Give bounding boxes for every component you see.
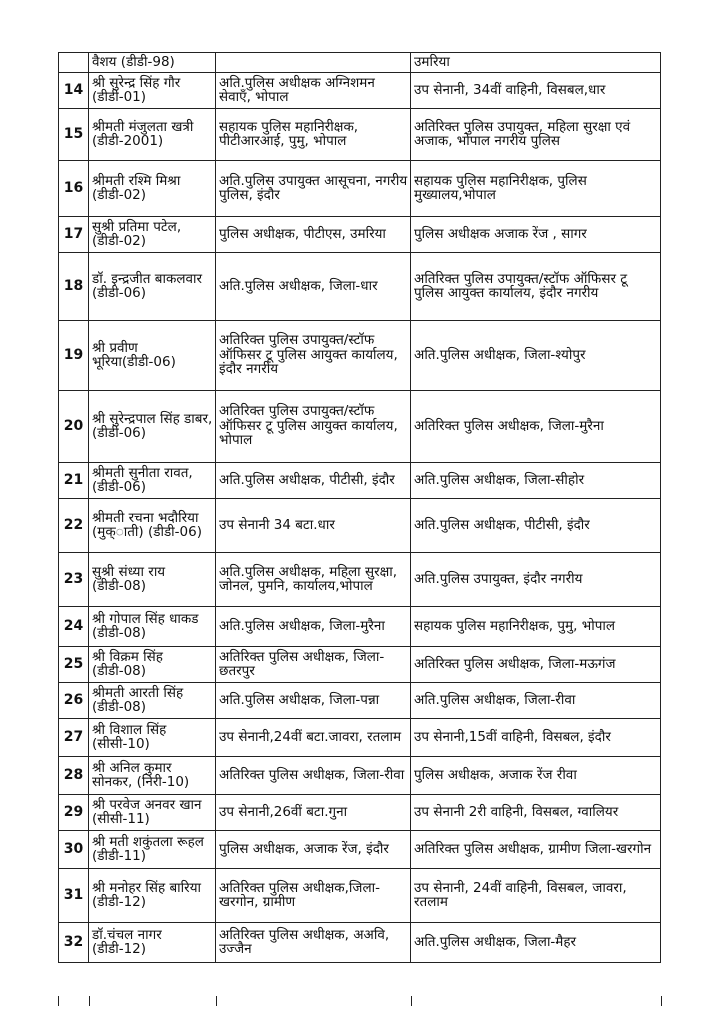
table-row bbox=[59, 161, 661, 217]
transfer-orders-table bbox=[58, 52, 661, 963]
officer-name: श्रीमती आरती सिंह (डीडी-08) bbox=[89, 683, 216, 719]
current-posting bbox=[216, 53, 411, 73]
table-continuation-lines bbox=[58, 996, 662, 1006]
new-posting: अतिरिक्त पुलिस अधीक्षक, ग्रामीण जिला-खरगोन bbox=[411, 831, 661, 869]
serial-number: 18 bbox=[59, 253, 89, 321]
current-posting: उप सेनानी,24वीं बटा.जावरा, रतलाम bbox=[216, 719, 411, 757]
current-posting: अतिरिक्त पुलिस अधीक्षक, अअवि, उज्जैन bbox=[216, 923, 411, 963]
table-row bbox=[59, 795, 661, 831]
table-row bbox=[59, 499, 661, 553]
new-posting: अति.पुलिस अधीक्षक, जिला-सीहोर bbox=[411, 463, 661, 499]
serial-number: 26 bbox=[59, 683, 89, 719]
new-posting: अति.पुलिस अधीक्षक, जिला-रीवा bbox=[411, 683, 661, 719]
new-posting: उप सेनानी,15वीं वाहिनी, विसबल, इंदौर bbox=[411, 719, 661, 757]
column-rule bbox=[216, 996, 217, 1006]
new-posting: अति.पुलिस अधीक्षक, जिला-मैहर bbox=[411, 923, 661, 963]
officer-name: डॉ. इन्द्रजीत बाकलवार (डीडी-06) bbox=[89, 253, 216, 321]
serial-number: 15 bbox=[59, 109, 89, 161]
serial-number: 29 bbox=[59, 795, 89, 831]
new-posting: उप सेनानी, 34वीं वाहिनी, विसबल,धार bbox=[411, 73, 661, 109]
table-row bbox=[59, 53, 661, 73]
current-posting: अतिरिक्त पुलिस उपायुक्त/स्टॉफ ऑफिसर टू पुलिस आयुक्त कार्यालय, इंदौर नगरीय bbox=[216, 321, 411, 391]
officer-name: श्री विक्रम सिंह (डीडी-08) bbox=[89, 647, 216, 683]
current-posting: पुलिस अधीक्षक, अजाक रेंज, इंदौर bbox=[216, 831, 411, 869]
serial-number: 14 bbox=[59, 73, 89, 109]
officer-name: श्री गोपाल सिंह धाकड (डीडी-08) bbox=[89, 607, 216, 647]
officer-name: डॉ.चंचल नागर (डीडी-12) bbox=[89, 923, 216, 963]
new-posting: अति.पुलिस अधीक्षक, पीटीसी, इंदौर bbox=[411, 499, 661, 553]
current-posting: अतिरिक्त पुलिस अधीक्षक,जिला-खरगोन, ग्रामीण bbox=[216, 869, 411, 923]
serial-number: 22 bbox=[59, 499, 89, 553]
column-rule bbox=[89, 996, 90, 1006]
current-posting: अतिरिक्त पुलिस अधीक्षक, जिला-रीवा bbox=[216, 757, 411, 795]
serial-number: 25 bbox=[59, 647, 89, 683]
serial-number: 30 bbox=[59, 831, 89, 869]
serial-number: 28 bbox=[59, 757, 89, 795]
table-row bbox=[59, 109, 661, 161]
serial-number: 31 bbox=[59, 869, 89, 923]
new-posting: पुलिस अधीक्षक, अजाक रेंज रीवा bbox=[411, 757, 661, 795]
table-row bbox=[59, 73, 661, 109]
officer-name: श्री परवेज अनवर खान (सीसी-11) bbox=[89, 795, 216, 831]
current-posting: अति.पुलिस अधीक्षक, जिला-पन्ना bbox=[216, 683, 411, 719]
new-posting: अतिरिक्त पुलिस अधीक्षक, जिला-मुरैना bbox=[411, 391, 661, 463]
new-posting: अतिरिक्त पुलिस उपायुक्त, महिला सुरक्षा एवं अजाक, भोपाल नगरीय पुलिस bbox=[411, 109, 661, 161]
table-row bbox=[59, 217, 661, 253]
new-posting: उमरिया bbox=[411, 53, 661, 73]
new-posting: पुलिस अधीक्षक अजाक रेंज , सागर bbox=[411, 217, 661, 253]
officer-name: श्री प्रवीण भूरिया(डीडी-06) bbox=[89, 321, 216, 391]
officer-name: श्री सुरेन्द्र सिंह गौर (डीडी-01) bbox=[89, 73, 216, 109]
officer-name: श्री मती शकुंतला रूहल (डीडी-11) bbox=[89, 831, 216, 869]
table-row bbox=[59, 757, 661, 795]
table-body bbox=[59, 53, 661, 963]
current-posting: अति.पुलिस अधीक्षक अग्निशमन सेवाएँ, भोपाल bbox=[216, 73, 411, 109]
table-row bbox=[59, 553, 661, 607]
new-posting: अति.पुलिस अधीक्षक, जिला-श्योपुर bbox=[411, 321, 661, 391]
serial-number: 16 bbox=[59, 161, 89, 217]
officer-name: श्री अनिल कुमार सोनकर, (निरी-10) bbox=[89, 757, 216, 795]
serial-number: 32 bbox=[59, 923, 89, 963]
current-posting: अतिरिक्त पुलिस उपायुक्त/स्टॉफ ऑफिसर टू पुलिस आयुक्त कार्यालय, भोपाल bbox=[216, 391, 411, 463]
serial-number: 23 bbox=[59, 553, 89, 607]
table-row bbox=[59, 683, 661, 719]
table-row bbox=[59, 869, 661, 923]
table-row bbox=[59, 647, 661, 683]
current-posting: अति.पुलिस अधीक्षक, महिला सुरक्षा, जोनल, पुमनि, कार्यालय,भोपाल bbox=[216, 553, 411, 607]
table-row bbox=[59, 719, 661, 757]
current-posting: अतिरिक्त पुलिस अधीक्षक, जिला-छतरपुर bbox=[216, 647, 411, 683]
table-row bbox=[59, 831, 661, 869]
officer-name: श्री मनोहर सिंह बारिया (डीडी-12) bbox=[89, 869, 216, 923]
current-posting: अति.पुलिस अधीक्षक, जिला-धार bbox=[216, 253, 411, 321]
officer-name: श्री विशाल सिंह (सीसी-10) bbox=[89, 719, 216, 757]
new-posting: उप सेनानी 2री वाहिनी, विसबल, ग्वालियर bbox=[411, 795, 661, 831]
column-rule bbox=[411, 996, 412, 1006]
new-posting: अतिरिक्त पुलिस अधीक्षक, जिला-मऊगंज bbox=[411, 647, 661, 683]
officer-name: श्री सुरेन्द्रपाल सिंह डाबर, (डीडी-06) bbox=[89, 391, 216, 463]
serial-number: 20 bbox=[59, 391, 89, 463]
serial-number: 17 bbox=[59, 217, 89, 253]
serial-number: 27 bbox=[59, 719, 89, 757]
officer-name: श्रीमती रचना भदौरिया (मुक्ाती) (डीडी-06) bbox=[89, 499, 216, 553]
officer-name: सुश्री संध्या राय (डीडी-08) bbox=[89, 553, 216, 607]
current-posting: अति.पुलिस अधीक्षक, जिला-मुरैना bbox=[216, 607, 411, 647]
current-posting: पुलिस अधीक्षक, पीटीएस, उमरिया bbox=[216, 217, 411, 253]
officer-name: सुश्री प्रतिमा पटेल, (डीडी-02) bbox=[89, 217, 216, 253]
current-posting: अति.पुलिस उपायुक्त आसूचना, नगरीय पुलिस, इंदौर bbox=[216, 161, 411, 217]
serial-number: 21 bbox=[59, 463, 89, 499]
officer-name: वैशय (डीडी-98) bbox=[89, 53, 216, 73]
new-posting: सहायक पुलिस महानिरीक्षक, पुलिस मुख्यालय,भोपाल bbox=[411, 161, 661, 217]
table-row bbox=[59, 463, 661, 499]
table-row bbox=[59, 391, 661, 463]
serial-number bbox=[59, 53, 89, 73]
table-row bbox=[59, 253, 661, 321]
current-posting: अति.पुलिस अधीक्षक, पीटीसी, इंदौर bbox=[216, 463, 411, 499]
table-row bbox=[59, 923, 661, 963]
new-posting: अति.पुलिस उपायुक्त, इंदौर नगरीय bbox=[411, 553, 661, 607]
serial-number: 24 bbox=[59, 607, 89, 647]
table-row bbox=[59, 607, 661, 647]
new-posting: सहायक पुलिस महानिरीक्षक, पुमु, भोपाल bbox=[411, 607, 661, 647]
table-row bbox=[59, 321, 661, 391]
new-posting: अतिरिक्त पुलिस उपायुक्त/स्टॉफ ऑफिसर टू पुलिस आयुक्त कार्यालय, इंदौर नगरीय bbox=[411, 253, 661, 321]
officer-name: श्रीमती मंजुलता खत्री (डीडी-2001) bbox=[89, 109, 216, 161]
new-posting: उप सेनानी, 24वीं वाहिनी, विसबल, जावरा, रतलाम bbox=[411, 869, 661, 923]
officer-name: श्रीमती रश्मि मिश्रा (डीडी-02) bbox=[89, 161, 216, 217]
current-posting: उप सेनानी 34 बटा.धार bbox=[216, 499, 411, 553]
serial-number: 19 bbox=[59, 321, 89, 391]
current-posting: उप सेनानी,26वीं बटा.गुना bbox=[216, 795, 411, 831]
officer-name: श्रीमती सुनीता रावत, (डीडी-06) bbox=[89, 463, 216, 499]
current-posting: सहायक पुलिस महानिरीक्षक, पीटीआरआई, पुमु, भोपाल bbox=[216, 109, 411, 161]
